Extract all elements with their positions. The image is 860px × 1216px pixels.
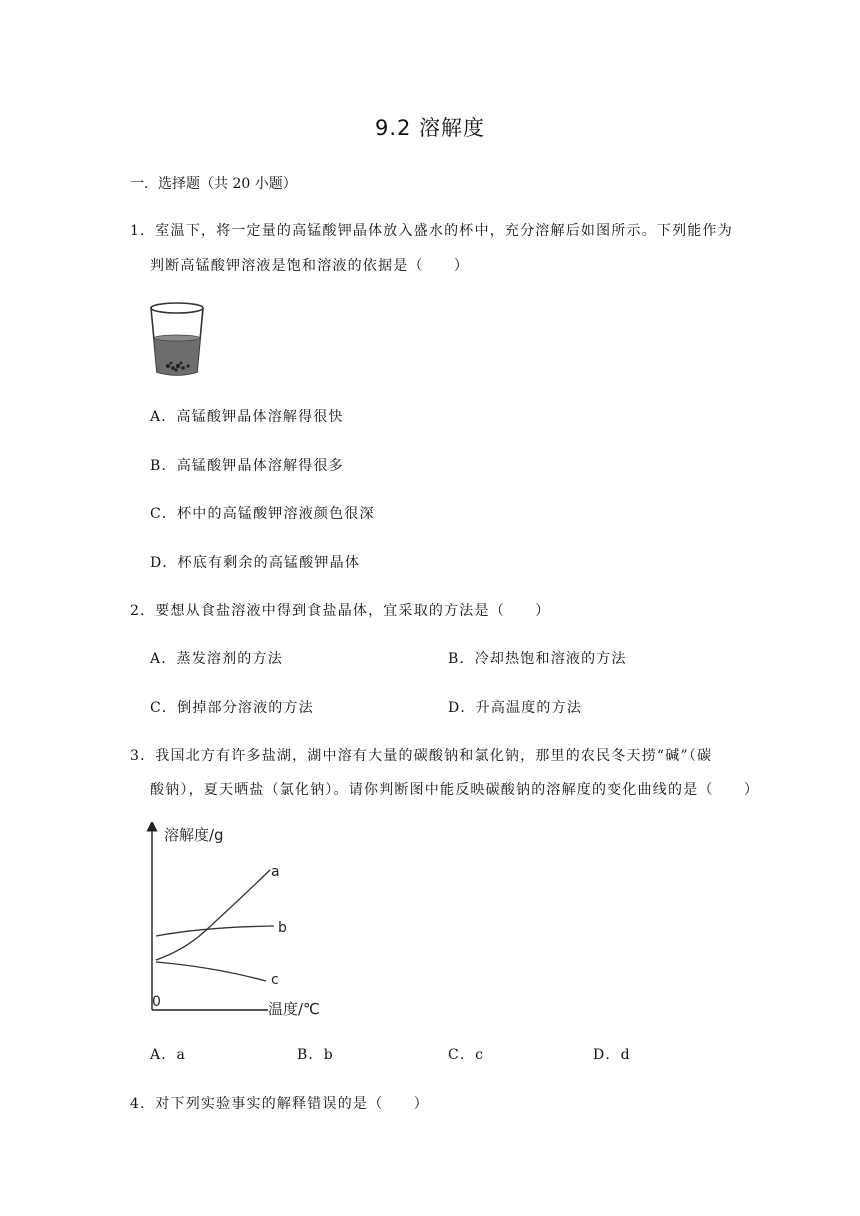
curve-a-label: a — [271, 864, 280, 880]
q2-option-a: A．蒸发溶剂的方法 — [150, 651, 283, 667]
q3-option-d: D．d — [593, 1047, 631, 1063]
q2-option-d: D．升高温度的方法 — [448, 700, 583, 716]
q1-option-c: C．杯中的高锰酸钾溶液颜色很深 — [150, 506, 375, 522]
y-axis-label: 溶解度/g — [164, 826, 224, 844]
q1-option-d: D．杯底有剩余的高锰酸钾晶体 — [150, 555, 361, 571]
x-axis-label: 温度/℃ — [268, 1000, 320, 1018]
question-3-line-2: 酸钠），夏天晒盐（氯化钠）。请你判断图中能反映碳酸钠的溶解度的变化曲线的是（ ） — [150, 782, 760, 798]
q1-option-b: B．高锰酸钾晶体溶解得很多 — [150, 458, 344, 474]
curve-c — [156, 962, 266, 981]
question-1-line-1: 1．室温下，将一定量的高锰酸钾晶体放入盛水的杯中，充分溶解后如图所示。下列能作为 — [130, 223, 733, 239]
question-3-line-1: 3．我国北方有许多盐湖，湖中溶有大量的碳酸钠和氯化钠，那里的农民冬天捞“碱”（碳 — [130, 748, 713, 764]
q2-option-c: C．倒掉部分溶液的方法 — [150, 700, 314, 716]
section-heading: 一．选择题（共 20 小题） — [130, 176, 297, 192]
q1-option-a: A．高锰酸钾晶体溶解得很快 — [150, 409, 344, 425]
curve-c-label: c — [271, 972, 279, 988]
q3-option-c: C．c — [448, 1047, 485, 1063]
q3-option-b: B．b — [297, 1047, 334, 1063]
question-4-line-1: 4．对下列实验事实的解释错误的是（ ） — [130, 1096, 429, 1112]
question-2-line-1: 2．要想从食盐溶液中得到食盐晶体，宜采取的方法是（ ） — [130, 603, 551, 619]
q3-option-a: A．a — [150, 1047, 187, 1063]
curve-a — [156, 870, 270, 960]
page-title: 9.2 溶解度 — [374, 116, 486, 140]
q2-option-b: B．冷却热饱和溶液的方法 — [448, 651, 627, 667]
question-1-line-2: 判断高锰酸钾溶液是饱和溶液的依据是（ ） — [150, 258, 470, 274]
origin-label: 0 — [152, 994, 161, 1010]
beaker-illustration — [148, 300, 208, 378]
solubility-curve-graph — [144, 822, 344, 1022]
curve-b-label: b — [278, 920, 287, 936]
curve-b — [156, 926, 274, 936]
